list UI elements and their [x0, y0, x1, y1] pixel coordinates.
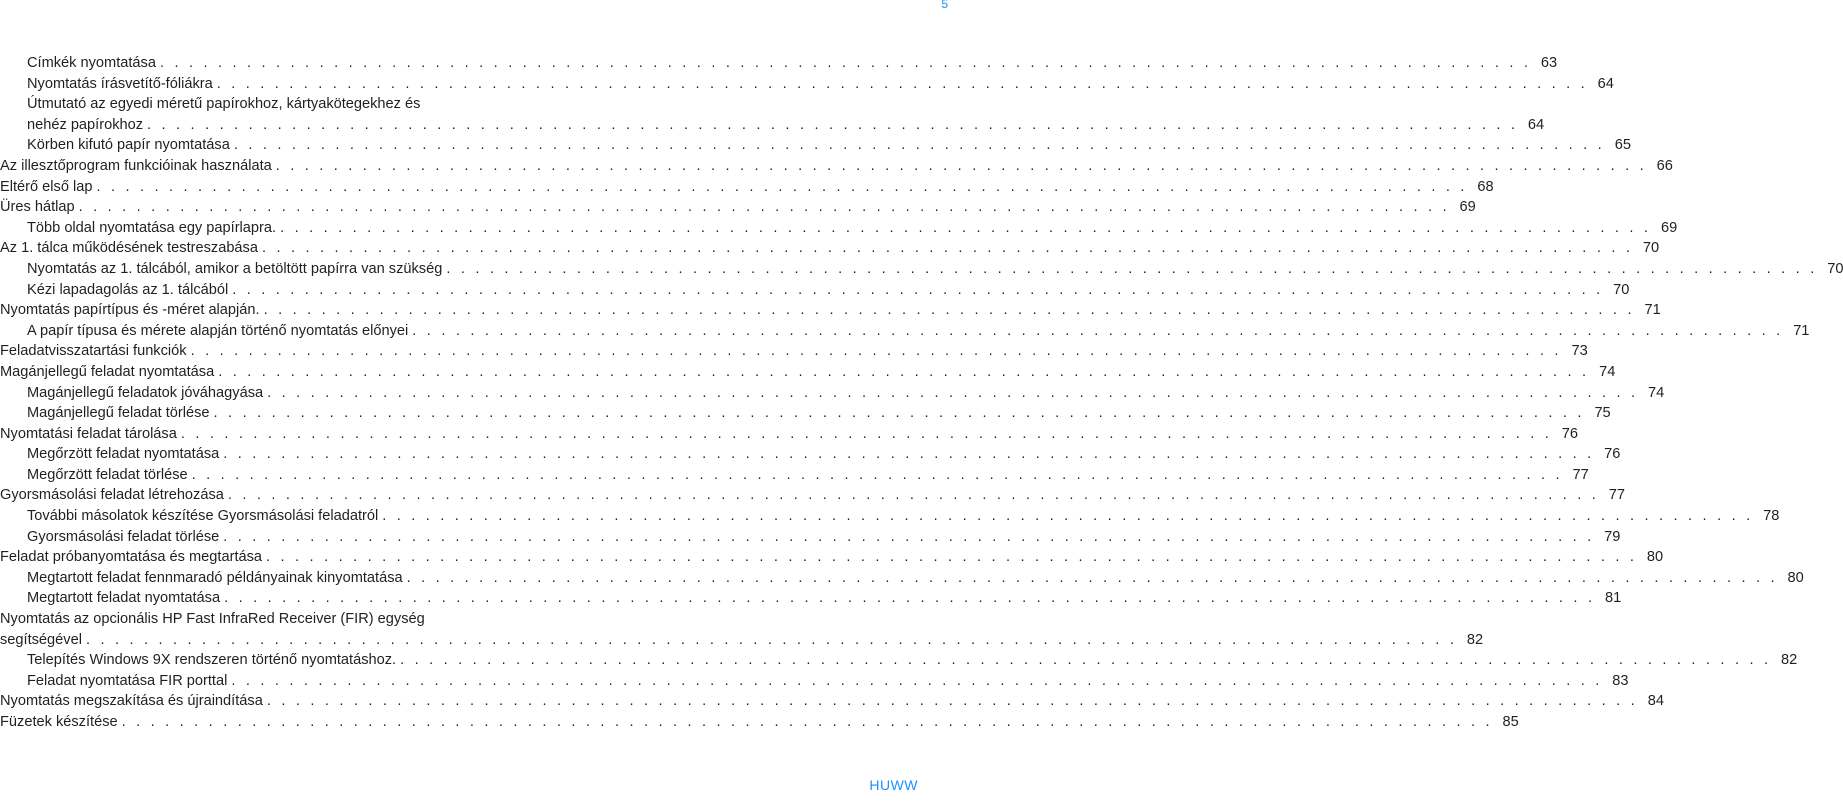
toc-entry-title: Megőrzött feladat nyomtatása	[27, 446, 220, 463]
toc-entry[interactable]	[0, 259, 1843, 280]
toc-entry[interactable]	[0, 671, 1629, 692]
toc-dot-leader: . . . . . . . . . . . . . . . . . . . . . . . . . . . . . . . . . . . . . . . . . . . . . . . . . . . . . . . . . . . . . . . . . . . . . . . . . . . . . . . . . . . . . . . . . . . . . . .	[216, 75, 1588, 92]
toc-entry-page: 80	[1787, 569, 1804, 586]
toc-dot-leader: . . . . . . . . . . . . . . . . . . . . . . . . . . . . . . . . . . . . . . . . . . . . . . . . . . . . . . . . . . . . . . . . . . . . . . . . . . . . . . . . . . . . . . . . . . . . . . .	[121, 714, 1493, 730]
toc-dot-leader: . . . . . . . . . . . . . . . . . . . . . . . . . . . . . . . . . . . . . . . . . . . . . . . . . . . . . . . . . . . . . . . . . . . . . . . . . . . . . . . . . . . . . . . . . . . . . . .	[223, 446, 1595, 463]
toc-entry-title-line1: Útmutató az egyedi méretű papírokhoz, kártyakötegekhez és	[27, 96, 421, 113]
toc-entry-title: Nyomtatás az 1. tálcából, amikor a betöltött papírra van szükség	[27, 260, 443, 277]
toc-dot-leader: . . . . . . . . . . . . . . . . . . . . . . . . . . . . . . . . . . . . . . . . . . . . . . . . . . . . . . . . . . . . . . . . . . . . . . . . . . . . . . . . . . . . . . . . . . . . . . .	[96, 178, 1468, 195]
toc-entry[interactable]	[0, 547, 1664, 568]
toc-entry-title: Feladat próbanyomtatása és megtartása	[0, 549, 263, 566]
toc-entry[interactable]	[0, 712, 1519, 733]
toc-entry-title: A papír típusa és mérete alapján történő nyomtatás előnyei	[27, 322, 409, 339]
toc-dot-leader: . . . . . . . . . . . . . . . . . . . . . . . . . . . . . . . . . . . . . . . . . . . . . . . . . . . . . . . . . . . . . . . . . . . . . . . . . . . . . . . . . . . . . . . . . . . . . . .	[159, 55, 1532, 71]
toc-entry[interactable]	[0, 74, 1614, 95]
toc-entry[interactable]	[0, 156, 1673, 177]
toc-entry[interactable]	[0, 588, 1622, 609]
toc-entry[interactable]	[0, 53, 1558, 74]
toc-dot-leader: . . . . . . . . . . . . . . . . . . . . . . . . . . . . . . . . . . . . . . . . . . . . . . . . . . . . . . . . . . . . . . . . . . . . . . . . . . . . . . . . . . . . . . . . . . . . . . .	[85, 631, 1458, 648]
toc-dot-leader: . . . . . . . . . . . . . . . . . . . . . . . . . . . . . . . . . . . . . . . . . . . . . . . . . . . . . . . . . . . . . . . . . . . . . . . . . . . . . . . . . . . . . . . . . . . . . . .	[224, 590, 1596, 607]
toc-dot-leader: . . . . . . . . . . . . . . . . . . . . . . . . . . . . . . . . . . . . . . . . . . . . . . . . . . . . . . . . . . . . . . . . . . . . . . . . . . . . . . . . . . . . . . . . . . . . . . .	[263, 302, 1635, 319]
toc-entry-title: Telepítés Windows 9X rendszeren történő nyomtatáshoz.	[27, 652, 397, 669]
toc-dot-leader: . . . . . . . . . . . . . . . . . . . . . . . . . . . . . . . . . . . . . . . . . . . . . . . . . . . . . . . . . . . . . . . . . . . . . . . . . . . . . . . . . . . . . . . . . . . . . . .	[223, 528, 1595, 545]
toc-dot-leader: . . . . . . . . . . . . . . . . . . . . . . . . . . . . . . . . . . . . . . . . . . . . . . . . . . . . . . . . . . . . . . . . . . . . . . . . . . . . . . . . . . . . . . . . . . . . . . .	[382, 508, 1754, 525]
toc-entry-title: További másolatok készítése Gyorsmásolási feladatról	[27, 508, 379, 525]
toc-entry[interactable]	[0, 341, 1588, 362]
toc-entry-title: Nyomtatás megszakítása és újraindítása	[0, 693, 263, 710]
toc-entry-page: 70	[1827, 260, 1843, 277]
toc-entry-title: Gyorsmásolási feladat létrehozása	[0, 487, 224, 504]
toc-entry-title: Megtartott feladat fennmaradó példányainak kinyomtatása	[27, 569, 403, 586]
toc-entry-title: Kézi lapadagolás az 1. tálcából	[27, 281, 229, 298]
toc-entry-page: 64	[1597, 75, 1614, 92]
toc-entry-title: Körben kifutó papír nyomtatása	[27, 137, 230, 154]
toc-dot-leader: . . . . . . . . . . . . . . . . . . . . . . . . . . . . . . . . . . . . . . . . . . . . . . . . . . . . . . . . . . . . . . . . . . . . . . . . . . . . . . . . . . . . . . . . . . . . . . .	[190, 343, 1562, 360]
toc-entry-page: 77	[1608, 487, 1626, 504]
toc-entry-page: 83	[1612, 672, 1629, 689]
toc-entry-title: Magánjellegű feladat nyomtatása	[0, 363, 215, 380]
toc-entry-page: 66	[1656, 157, 1673, 174]
toc-dot-leader: . . . . . . . . . . . . . . . . . . . . . . . . . . . . . . . . . . . . . . . . . . . . . . . . . . . . . . . . . . . . . . . . . . . . . . . . . . . . . . . . . . . . . . . . . . . . . . .	[261, 240, 1634, 257]
toc-dot-leader: . . . . . . . . . . . . . . . . . . . . . . . . . . . . . . . . . . . . . . . . . . . . . . . . . . . . . . . . . . . . . . . . . . . . . . . . . . . . . . . . . . . . . . . . . . . . . . .	[400, 652, 1772, 669]
toc-entry-page: 74	[1648, 384, 1665, 401]
toc-entry-page: 81	[1604, 590, 1622, 607]
toc-entry[interactable]	[0, 362, 1616, 383]
toc-entry-page: 77	[1572, 466, 1589, 483]
toc-entry-title: Eltérő első lap	[0, 178, 93, 195]
toc-entry[interactable]	[0, 485, 1626, 506]
toc-entry-title: Megtartott feladat nyomtatása	[27, 590, 221, 607]
toc-dot-leader: . . . . . . . . . . . . . . . . . . . . . . . . . . . . . . . . . . . . . . . . . . . . . . . . . . . . . . . . . . . . . . . . . . . . . . . . . . . . . . . . . . . . . . . . . . . . . . .	[406, 569, 1778, 586]
toc-entry[interactable]	[0, 383, 1665, 404]
toc-dot-leader: . . . . . . . . . . . . . . . . . . . . . . . . . . . . . . . . . . . . . . . . . . . . . . . . . . . . . . . . . . . . . . . . . . . . . . . . . . . . . . . . . . . . . . . . . . . . . . .	[147, 116, 1519, 133]
toc-entry-title: Gyorsmásolási feladat törlése	[27, 528, 220, 545]
toc-entry[interactable]	[0, 568, 1804, 589]
toc-entry-title-line1: Nyomtatás az opcionális HP Fast InfraRed Receiver (FIR) egység	[0, 611, 425, 628]
toc-entry-title: Az illesztőprogram funkcióinak használata	[0, 157, 272, 174]
toc-entry-title: Nyomtatás írásvetítő-fóliákra	[27, 75, 213, 92]
toc-entry-page: 70	[1613, 281, 1630, 298]
toc-dot-leader: . . . . . . . . . . . . . . . . . . . . . . . . . . . . . . . . . . . . . . . . . . . . . . . . . . . . . . . . . . . . . . . . . . . . . . . . . . . . . . . . . . . . . . . . . . . . . . .	[232, 281, 1604, 298]
toc-dot-leader: . . . . . . . . . . . . . . . . . . . . . . . . . . . . . . . . . . . . . . . . . . . . . . . . . . . . . . . . . . . . . . . . . . . . . . . . . . . . . . . . . . . . . . . . . . . . . . .	[233, 137, 1605, 154]
toc-entry[interactable]	[0, 177, 1494, 198]
toc-entry-page: 85	[1502, 714, 1519, 730]
toc-dot-leader: . . . . . . . . . . . . . . . . . . . . . . . . . . . . . . . . . . . . . . . . . . . . . . . . . . . . . . . . . . . . . . . . . . . . . . . . . . . . . . . . . . . . . . . . . . . . . . .	[266, 549, 1638, 566]
toc-entry-page: 71	[1793, 322, 1810, 339]
toc-entry-page: 84	[1647, 693, 1664, 710]
toc-entry-title: Nyomtatási feladat tárolása	[0, 425, 177, 442]
toc-entry-title: Nyomtatás papírtípus és -méret alapján.	[0, 302, 260, 319]
toc-entry-title: Címkék nyomtatása	[27, 55, 156, 71]
footer-mark: HUWW	[869, 777, 918, 793]
toc-entry-title: Feladat nyomtatása FIR porttal	[27, 672, 228, 689]
toc-entry-page: 75	[1594, 405, 1611, 422]
toc-entry-page: 82	[1466, 631, 1484, 648]
toc-entry[interactable]	[0, 691, 1664, 712]
toc-dot-leader: . . . . . . . . . . . . . . . . . . . . . . . . . . . . . . . . . . . . . . . . . . . . . . . . . . . . . . . . . . . . . . . . . . . . . . . . . . . . . . . . . . . . . . . . . . . . . . .	[412, 322, 1784, 339]
toc-entry-title: nehéz papírokhoz	[27, 116, 144, 133]
toc-entry[interactable]	[0, 465, 1589, 486]
toc-entry-page: 80	[1646, 549, 1664, 566]
toc-dot-leader: . . . . . . . . . . . . . . . . . . . . . . . . . . . . . . . . . . . . . . . . . . . . . . . . . . . . . . . . . . . . . . . . . . . . . . . . . . . . . . . . . . . . . . . . . . . . . . .	[191, 466, 1563, 483]
page-number: 5	[941, 0, 948, 11]
toc-entry-page: 69	[1660, 219, 1678, 236]
toc-entry[interactable]	[0, 135, 1631, 156]
toc-entry[interactable]	[0, 424, 1578, 445]
toc-entry-title: Megőrzött feladat törlése	[27, 466, 188, 483]
toc-entry[interactable]	[0, 218, 1678, 239]
toc-dot-leader: . . . . . . . . . . . . . . . . . . . . . . . . . . . . . . . . . . . . . . . . . . . . . . . . . . . . . . . . . . . . . . . . . . . . . . . . . . . . . . . . . . . . . . . . . . . . . . .	[267, 384, 1639, 401]
toc-entry-page: 70	[1642, 240, 1660, 257]
toc-entry[interactable]	[0, 403, 1611, 424]
toc-dot-leader: . . . . . . . . . . . . . . . . . . . . . . . . . . . . . . . . . . . . . . . . . . . . . . . . . . . . . . . . . . . . . . . . . . . . . . . . . . . . . . . . . . . . . . . . . . . . . . .	[280, 219, 1652, 236]
toc-entry-title: Feladatvisszatartási funkciók	[0, 343, 187, 360]
table-of-contents	[0, 53, 1843, 733]
toc-entry-page: 64	[1527, 116, 1545, 133]
toc-entry-page: 73	[1571, 343, 1588, 360]
toc-dot-leader: . . . . . . . . . . . . . . . . . . . . . . . . . . . . . . . . . . . . . . . . . . . . . . . . . . . . . . . . . . . . . . . . . . . . . . . . . . . . . . . . . . . . . . . . . . . . . . .	[266, 693, 1638, 710]
toc-entry[interactable]	[0, 300, 1661, 321]
toc-entry-title: Üres hátlap	[0, 199, 75, 216]
toc-entry-page: 71	[1644, 302, 1661, 319]
toc-entry-title: Füzetek készítése	[0, 714, 118, 730]
toc-entry-title: Magánjellegű feladatok jóváhagyása	[27, 384, 264, 401]
toc-entry-title: segítségével	[0, 631, 82, 648]
toc-dot-leader: . . . . . . . . . . . . . . . . . . . . . . . . . . . . . . . . . . . . . . . . . . . . . . . . . . . . . . . . . . . . . . . . . . . . . . . . . . . . . . . . . . . . . . . . . . . . . . .	[231, 672, 1603, 689]
toc-entry[interactable]	[0, 94, 1545, 135]
toc-entry-page: 65	[1614, 137, 1631, 154]
toc-entry[interactable]	[0, 609, 1484, 650]
toc-entry-page: 76	[1561, 425, 1578, 442]
toc-entry-page: 74	[1599, 363, 1616, 380]
toc-entry-page: 76	[1604, 446, 1621, 463]
toc-dot-leader: . . . . . . . . . . . . . . . . . . . . . . . . . . . . . . . . . . . . . . . . . . . . . . . . . . . . . . . . . . . . . . . . . . . . . . . . . . . . . . . . . . . . . . . . . . . . . . .	[218, 363, 1590, 380]
toc-dot-leader: . . . . . . . . . . . . . . . . . . . . . . . . . . . . . . . . . . . . . . . . . . . . . . . . . . . . . . . . . . . . . . . . . . . . . . . . . . . . . . . . . . . . . . . . . . . . . . .	[275, 157, 1647, 174]
toc-entry[interactable]	[0, 444, 1621, 465]
toc-entry[interactable]	[0, 650, 1798, 671]
toc-entry[interactable]	[0, 238, 1660, 259]
toc-entry-page: 69	[1459, 199, 1476, 216]
toc-entry-page: 63	[1540, 55, 1558, 71]
toc-entry-page: 79	[1604, 528, 1621, 545]
toc-dot-leader: . . . . . . . . . . . . . . . . . . . . . . . . . . . . . . . . . . . . . . . . . . . . . . . . . . . . . . . . . . . . . . . . . . . . . . . . . . . . . . . . . . . . . . . . . . . . . . .	[446, 260, 1818, 277]
toc-entry[interactable]	[0, 527, 1621, 548]
toc-entry-page: 68	[1477, 178, 1494, 195]
toc-dot-leader: . . . . . . . . . . . . . . . . . . . . . . . . . . . . . . . . . . . . . . . . . . . . . . . . . . . . . . . . . . . . . . . . . . . . . . . . . . . . . . . . . . . . . . . . . . . . . . .	[180, 425, 1552, 442]
toc-entry-title: Magánjellegű feladat törlése	[27, 405, 210, 422]
toc-entry[interactable]	[0, 321, 1810, 342]
toc-entry-page: 78	[1763, 508, 1780, 525]
toc-entry[interactable]	[0, 280, 1630, 301]
toc-dot-leader: . . . . . . . . . . . . . . . . . . . . . . . . . . . . . . . . . . . . . . . . . . . . . . . . . . . . . . . . . . . . . . . . . . . . . . . . . . . . . . . . . . . . . . . . . . . . . . .	[78, 199, 1450, 216]
toc-dot-leader: . . . . . . . . . . . . . . . . . . . . . . . . . . . . . . . . . . . . . . . . . . . . . . . . . . . . . . . . . . . . . . . . . . . . . . . . . . . . . . . . . . . . . . . . . . . . . . .	[213, 405, 1585, 422]
toc-entry-title: Több oldal nyomtatása egy papírlapra.	[27, 219, 277, 236]
toc-entry[interactable]	[0, 197, 1476, 218]
toc-dot-leader: . . . . . . . . . . . . . . . . . . . . . . . . . . . . . . . . . . . . . . . . . . . . . . . . . . . . . . . . . . . . . . . . . . . . . . . . . . . . . . . . . . . . . . . . . . . . . . .	[227, 487, 1600, 504]
toc-entry-page: 82	[1780, 652, 1798, 669]
toc-entry-title: Az 1. tálca működésének testreszabása	[0, 240, 258, 257]
toc-entry[interactable]	[0, 506, 1780, 527]
